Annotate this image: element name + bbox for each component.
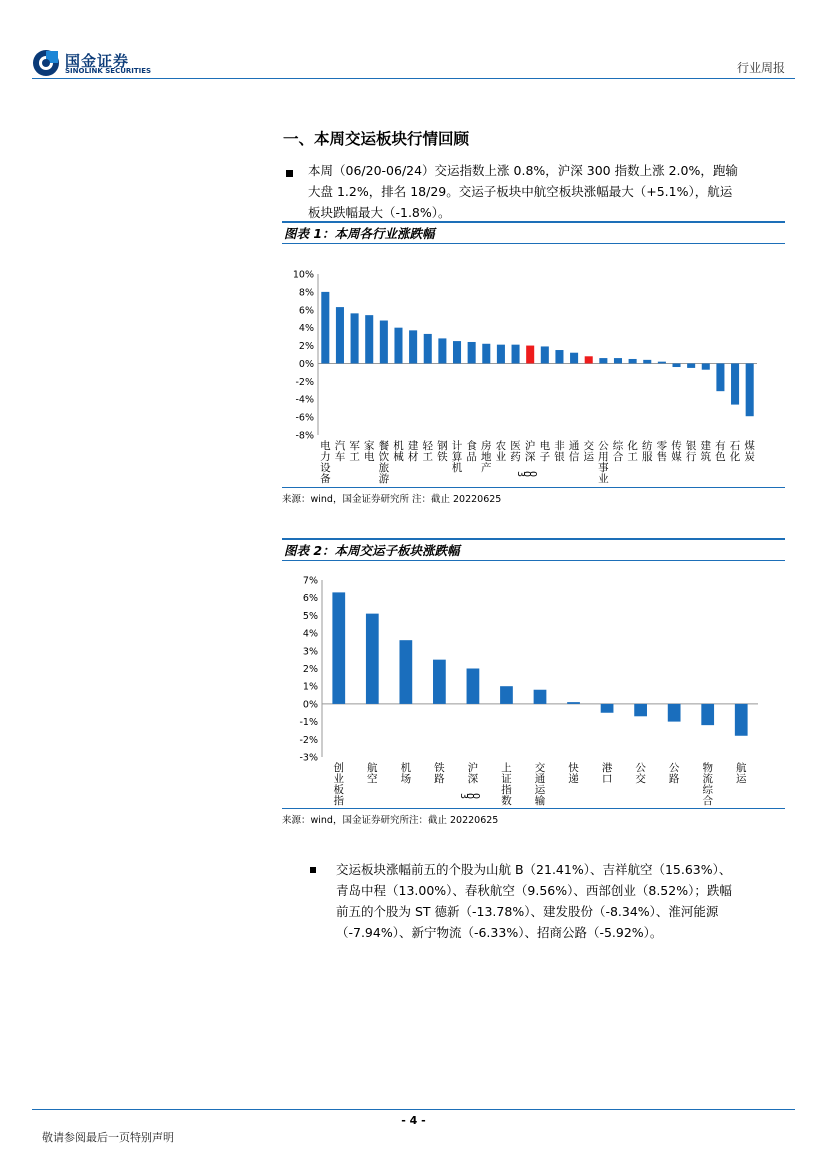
bar-食品 [468,342,476,363]
bar-机场 [399,640,412,704]
figure2-source: 来源：wind，国金证券研究所注：截止 20220625 [282,815,499,826]
x-tick-label: 非银 [554,440,565,463]
movers-line: 交运板块涨幅前五的个股为山航 B（21.41%）、吉祥航空（15.63%）、 [336,862,732,877]
logo-name: 国金证券 [65,52,130,70]
x-tick-label: 零售 [656,440,668,463]
summary-line: 大盘 1.2%，排名 18/29。交运子板块中航空板块涨幅最大（+5.1%），航运 [308,184,733,199]
bar-非银 [555,350,563,363]
bar-轻工 [424,334,432,364]
bar-建材 [409,330,417,363]
x-tick-label: 交运 [583,440,594,463]
bar-物流综合 [701,704,714,725]
y-tick-label: 1% [302,681,318,693]
x-tick-label: 农业 [495,440,507,463]
bar-化工 [629,359,637,363]
movers-line: 前五的个股为 ST 德新（-13.78%）、建发股份（-8.34%）、淮河能源 [336,904,719,919]
bullet-icon [310,867,316,873]
figure1-top-rule [282,221,785,223]
y-tick-label: 7% [302,575,318,587]
bar-医药 [512,345,520,364]
y-tick-label: 4% [298,323,314,335]
bar-创业板指 [332,592,345,704]
x-tick-label: 煤炭 [744,440,755,463]
header-divider [32,78,795,79]
bar-钢铁 [438,338,446,363]
x-tick-label: 银行 [685,440,697,463]
y-tick-label: 2% [298,341,314,353]
x-tick-label: 传媒 [671,440,682,463]
bar-沪深300 [526,346,534,364]
x-tick-label: 食品 [466,440,477,463]
bar-军工 [351,313,359,363]
x-tick-label: 军工 [349,440,360,463]
y-tick-label: 3% [302,646,318,658]
y-tick-label: 5% [302,610,318,622]
x-tick-label: 纺服 [642,440,653,463]
y-tick-label: 6% [298,305,314,317]
bar-港口 [601,704,614,713]
bar-传媒 [672,363,680,367]
bar-汽车 [336,307,344,363]
bar-零售 [658,362,666,364]
x-tick-label: 铁路 [434,762,445,785]
bar-机械 [394,328,402,364]
bar-农业 [497,345,505,364]
bar-石化 [731,363,739,404]
bar-纺服 [643,360,651,364]
bar-铁路 [433,660,446,704]
x-tick-label: 港口 [601,762,613,785]
figure2-title: 图表 2：本周交运子板块涨跌幅 [284,543,460,558]
x-tick-label: 快递 [568,762,579,785]
x-tick-label: 电子 [539,440,551,463]
x-tick-label: 轻工 [422,440,433,463]
bar-公用事业 [599,358,607,363]
bar-上证指数 [500,686,513,704]
x-tick-label: 通信 [568,440,580,463]
x-tick-label: 家电 [363,440,375,463]
bar-家电 [365,315,373,363]
x-tick-label: 电力设备 [320,440,331,485]
industry-returns-chart [282,255,785,485]
x-tick-label: 物流综合 [702,762,713,807]
figure1-title-rule [282,243,785,244]
company-logo [32,49,162,79]
bar-公路 [668,704,681,722]
bar-通信 [570,353,578,364]
y-tick-label: -4% [295,394,314,406]
bar-有色 [716,363,724,391]
figure1-title: 图表 1：本周各行业涨跌幅 [284,226,435,241]
bar-电子 [541,346,549,363]
y-tick-label: 2% [302,664,318,675]
x-tick-label: 公路 [668,762,680,785]
bar-房地产 [482,344,490,364]
bar-交运 [585,356,593,363]
movers-line: （-7.94%）、新宁物流（-6.33%）、招商公路（-5.92%）。 [336,925,663,940]
bar-煤炭 [746,363,754,416]
logo-mark-icon [32,49,60,77]
x-tick-label: 沪深 300 [457,762,481,800]
bar-银行 [687,363,695,367]
x-tick-label: 计算机 [451,440,463,474]
x-tick-label: 交通运输 [534,762,546,807]
bar-快递 [567,702,580,704]
bar-沪深300 [467,669,480,704]
figure2-title-rule [282,560,785,561]
y-tick-label: 8% [298,287,314,299]
summary-line: 本周（06/20-06/24）交运指数上涨 0.8%，沪深 300 指数上涨 2.0%，跑输 [308,163,738,178]
y-tick-label: -1% [299,717,318,729]
x-tick-label: 化工 [627,440,638,463]
x-tick-label: 汽车 [334,440,346,463]
x-tick-label: 建材 [407,440,419,463]
bar-交通运输 [534,690,547,704]
y-tick-label: 0% [298,358,314,370]
bar-公交 [634,704,647,716]
figure1-bottom-rule [282,487,785,488]
x-tick-label: 餐饮旅游 [378,440,390,485]
movers-line: 青岛中程（13.00%）、春秋航空（9.56%）、西部创业（8.52%）；跌幅 [336,883,732,898]
y-tick-label: 0% [302,699,318,711]
x-tick-label: 有色 [715,440,726,463]
x-tick-label: 综合 [612,440,624,463]
bar-电力设备 [321,292,329,364]
bar-建筑 [702,363,710,369]
bar-航运 [735,704,748,736]
figure2-bottom-rule [282,808,785,809]
y-tick-label: -2% [299,734,318,746]
x-tick-label: 公交 [635,762,646,785]
y-tick-label: -3% [299,752,318,764]
y-tick-label: -8% [295,430,314,442]
bullet-icon [286,170,293,177]
x-tick-label: 上证指数 [501,762,512,807]
x-tick-label: 沪深 300 [515,440,539,478]
y-tick-label: -6% [295,412,314,424]
figure1-source: 来源：wind，国金证券研究所 注：截止 20220625 [282,494,502,505]
stock-movers-paragraph [336,859,732,943]
section-title: 一、本周交运板块行情回顾 [283,130,470,148]
x-tick-label: 创业板指 [333,762,345,807]
transport-subsector-chart [282,568,785,808]
y-tick-label: 4% [302,628,318,640]
x-tick-label: 航空 [367,762,378,785]
y-tick-label: 6% [302,593,318,605]
x-tick-label: 建筑 [700,440,712,463]
footer-divider [32,1109,795,1110]
x-tick-label: 公用事业 [598,440,609,485]
logo-subtitle: SINOLINK SECURITIES [65,67,152,75]
x-tick-label: 房地产 [481,440,492,474]
bar-综合 [614,358,622,363]
disclaimer-note: 敬请参阅最后一页特别声明 [42,1131,174,1144]
x-tick-label: 航运 [735,762,747,785]
bar-航空 [366,614,379,704]
page-number: - 4 - [401,1114,426,1127]
bar-餐饮旅游 [380,321,388,364]
x-tick-label: 医药 [510,440,521,463]
x-tick-label: 石化 [729,440,741,463]
summary-line: 板块跌幅最大（-1.8%）。 [308,205,451,220]
summary-paragraph [308,160,738,223]
report-type: 行业周报 [736,61,785,75]
x-tick-label: 钢铁 [437,440,448,463]
figure2-top-rule [282,538,785,540]
y-tick-label: 10% [292,269,314,281]
bar-计算机 [453,341,461,363]
x-tick-label: 机械 [393,440,404,463]
y-tick-label: -2% [295,376,314,388]
x-tick-label: 机场 [400,762,412,785]
